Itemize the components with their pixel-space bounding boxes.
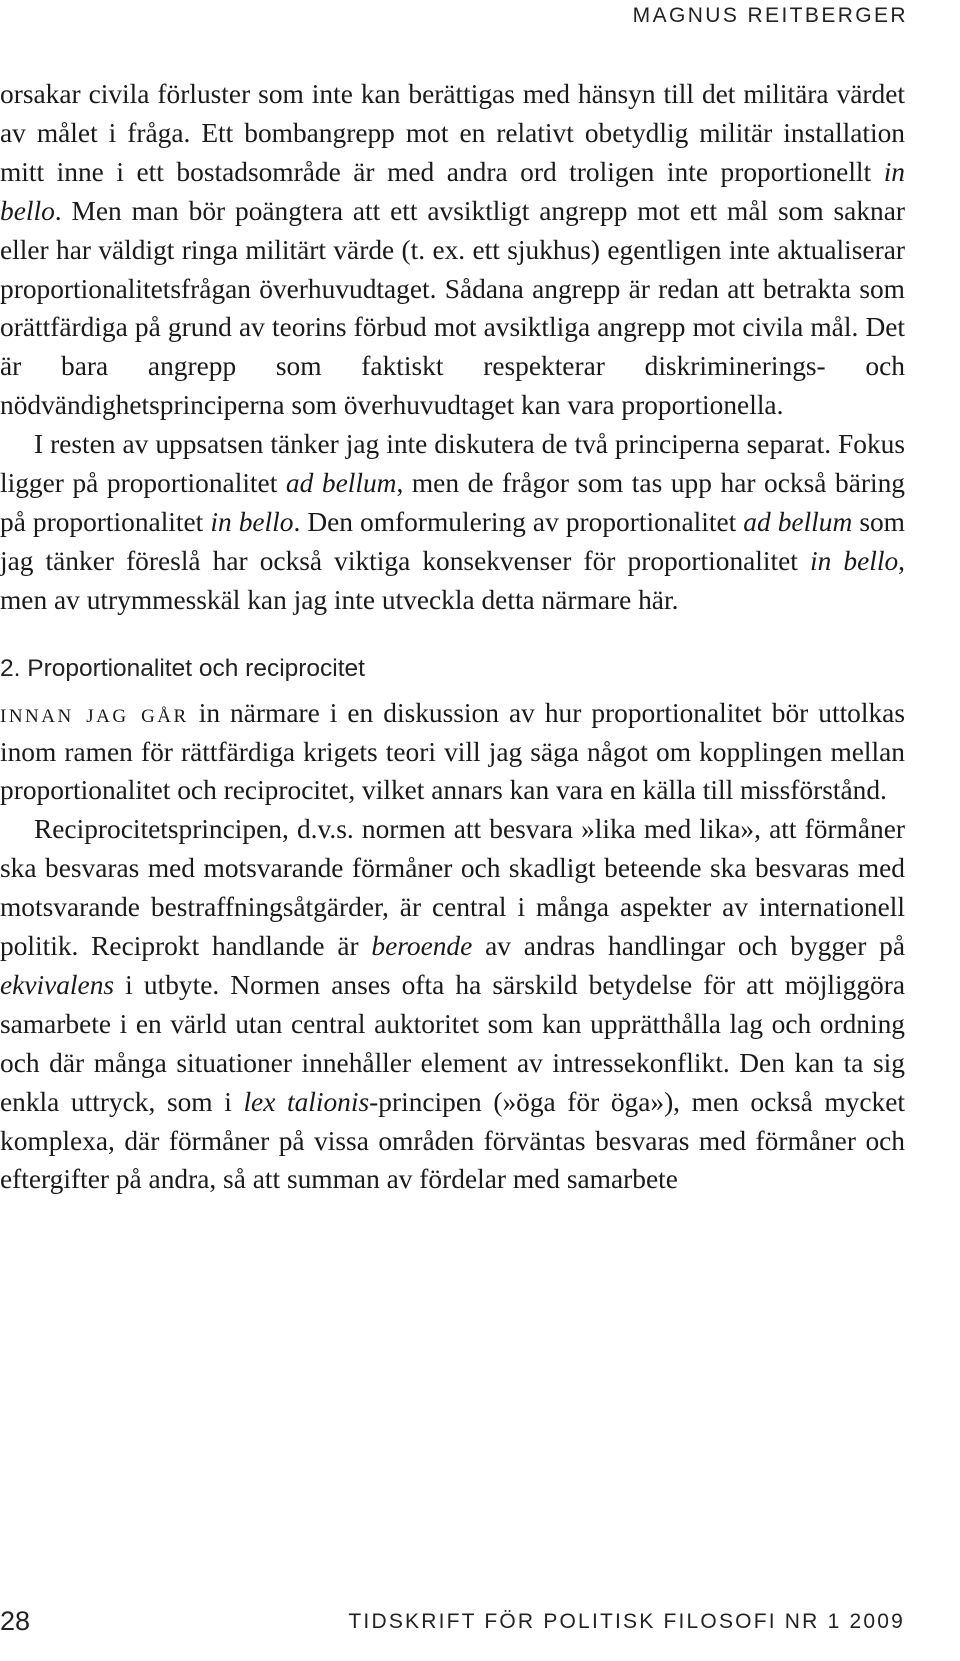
section-number: 2. [0,654,21,682]
running-head-author: MAGNUS REITBERGER [632,4,908,27]
journal-footer: TIDSKRIFT FÖR POLITISK FILOSOFI NR 1 2009 [348,1610,905,1633]
paragraph-1: orsakar civila förluster som inte kan berättigas med hänsyn till det militära värdet av målet i fråga. Ett bombangrepp mot en relativt obetydlig militär installation mitt inne i ett bostadsområde är med andra ord troligen inte proportionellt in bello. Men man bör poängtera att ett avsiktligt angrepp mot ett mål som saknar eller har väldigt ringa militärt värde (t. ex. ett sjukhus) egentligen inte aktualiserar proportionalitetsfrågan överhuvudtaget. Sådana angrepp är redan att betrakta som orättfärdiga på grund av teorins förbud mot avsiktliga angrepp mot civila mål. Det är bara angrepp som faktiskt respekterar diskriminerings- och nödvändighetsprinciperna som överhuvudtaget kan vara proportionella. [0,79,905,421]
paragraph-2: I resten av uppsatsen tänker jag inte diskutera de två principerna separat. Fokus ligger på proportionalitet ad bellum, men de frågor som tas upp har också bäring på proportionalitet in bello. Den omformulering av proportionalitet ad bellum som jag tänker föreslå har också viktiga konsekvenser för proportionalitet in bello, men av utrymmesskäl kan jag inte utveckla detta närmare här. [0,429,905,615]
section-title: Proportionalitet och reciprocitet [27,654,365,682]
section-heading [0,650,905,689]
paragraph-4: Reciprocitetsprincipen, d.v.s. normen att besvara »lika med lika», att förmåner ska besvaras med motsvarande förmåner och skadligt beteende ska besvaras med motsvarande bestraffningsåtgärder, är central i många aspekter av internationell politik. Reciprokt handlande är beroende av andras handlingar och bygger på ekvivalens i utbyte. Normen anses ofta ha särskild betydelse för att möjliggöra samarbete i en värld utan central auktoritet som kan upprätthålla lag och ordning och där många situationer innehåller element av intressekonflikt. Den kan ta sig enkla uttryck, som i lex talionis-principen (»öga för öga»), men också mycket komplexa, där förmåner på vissa områden förväntas besvaras med förmåner och eftergifter på andra, så att summan av fördelar med samarbete [0,814,905,1195]
paragraph-3: innan jag går in närmare i en diskussion av hur proportionalitet bör uttolkas inom ramen för rättfärdiga krigets teori vill jag säga något om kopplingen mellan proportionalitet och reciprocitet, vilket annars kan vara en källa till missförstånd. [0,697,906,806]
page-number: 28 [0,1606,31,1636]
article-body [0,75,905,1199]
lead-in-smallcaps: innan jag går [0,697,189,728]
